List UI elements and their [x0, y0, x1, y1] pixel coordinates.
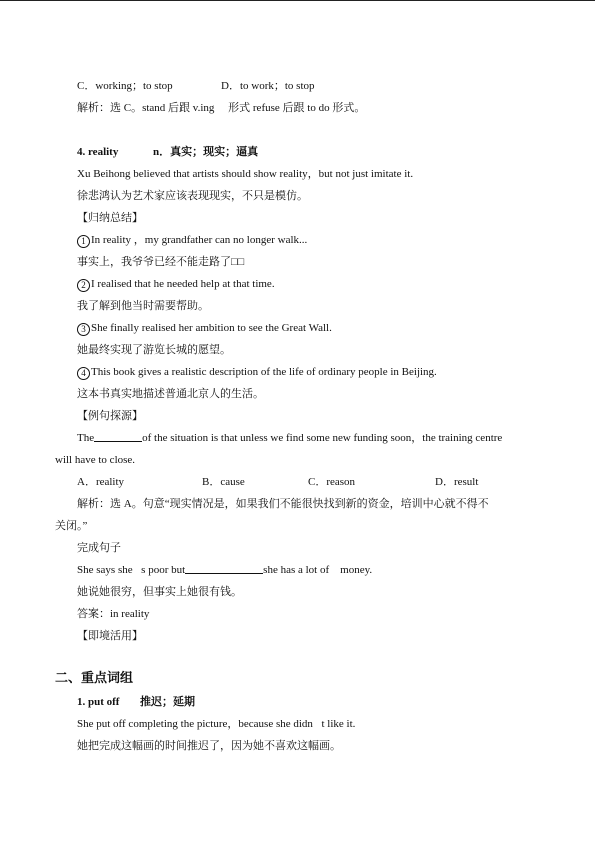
top-rule — [0, 0, 595, 1]
point-4-zh: 这本书真实地描述普通北京人的生活。 — [77, 388, 264, 400]
point-1-zh: 事实上，我爷爷已经不能走路了□□ — [77, 256, 245, 268]
explore-label: 【例句探源】 — [77, 410, 143, 422]
question-line-1: The of the situation is that unless we find some new funding soon，the training centre — [77, 432, 503, 444]
explanation-line-1: 解析：选 A。句意“现实情况是，如果我们不能很快找到新的资金，培训中心就不得不 — [77, 498, 489, 510]
answer-text: 答案：in reality — [77, 608, 150, 620]
item4-word: 4. reality — [77, 146, 119, 158]
circle-number: 2 — [77, 279, 90, 292]
phrase-example-zh: 她把完成这幅画的时间推迟了，因为她不喜欢这幅画。 — [77, 740, 341, 752]
circle-number: 3 — [77, 323, 90, 336]
point-4-en: 4 This book gives a realistic description of the life of ordinary people in Beijing. — [77, 365, 437, 380]
section-title: 二、重点词组 — [55, 670, 134, 685]
option-d: D．to work；to stop — [221, 80, 315, 92]
complete-label: 完成句子 — [77, 542, 121, 554]
summary-label: 【归纳总结】 — [77, 212, 143, 224]
item4-meaning: n．真实；现实；逼真 — [153, 146, 259, 158]
point-2-en: 2 I realised that he needed help at that time. — [77, 277, 275, 292]
choice-b: B．cause — [202, 476, 245, 488]
question-line-2: will have to close. — [55, 454, 136, 466]
choice-a: A．reality — [77, 476, 125, 488]
answer-blank — [94, 431, 142, 442]
item4-example-en: Xu Beihong believed that artists should show reality，but not just imitate it. — [77, 168, 414, 180]
point-1-en: 1 In reality ，my grandfather can no longer walk... — [77, 233, 307, 248]
phrase-example-en: She put off completing the picture，because she didn t like it. — [77, 718, 356, 730]
circle-number: 1 — [77, 235, 90, 248]
q3-explanation: 解析：选 C。stand 后跟 v.ing 形式 refuse 后跟 to do 形式。 — [77, 102, 366, 114]
point-3-en: 3 She finally realised her ambition to see the Great Wall. — [77, 321, 332, 336]
circle-number: 4 — [77, 367, 90, 380]
answer-blank — [185, 563, 263, 574]
option-c: C．working；to stop — [77, 80, 173, 92]
phrase-word: 1. put off — [77, 696, 120, 708]
point-3-zh: 她最终实现了游览长城的愿望。 — [77, 344, 231, 356]
complete-zh: 她说她很穷，但事实上她很有钱。 — [77, 586, 242, 598]
choice-d: D．result — [435, 476, 479, 488]
apply-label: 【即境活用】 — [77, 630, 143, 642]
explanation-line-2: 关闭。” — [55, 520, 88, 532]
choice-c: C．reason — [308, 476, 356, 488]
phrase-meaning: 推迟；延期 — [140, 696, 195, 708]
item4-example-zh: 徐悲鸿认为艺术家应该表现现实，不只是模仿。 — [77, 190, 308, 202]
point-2-zh: 我了解到他当时需要帮助。 — [77, 300, 209, 312]
complete-sentence: She says she s poor but she has a lot of money. — [77, 564, 373, 576]
